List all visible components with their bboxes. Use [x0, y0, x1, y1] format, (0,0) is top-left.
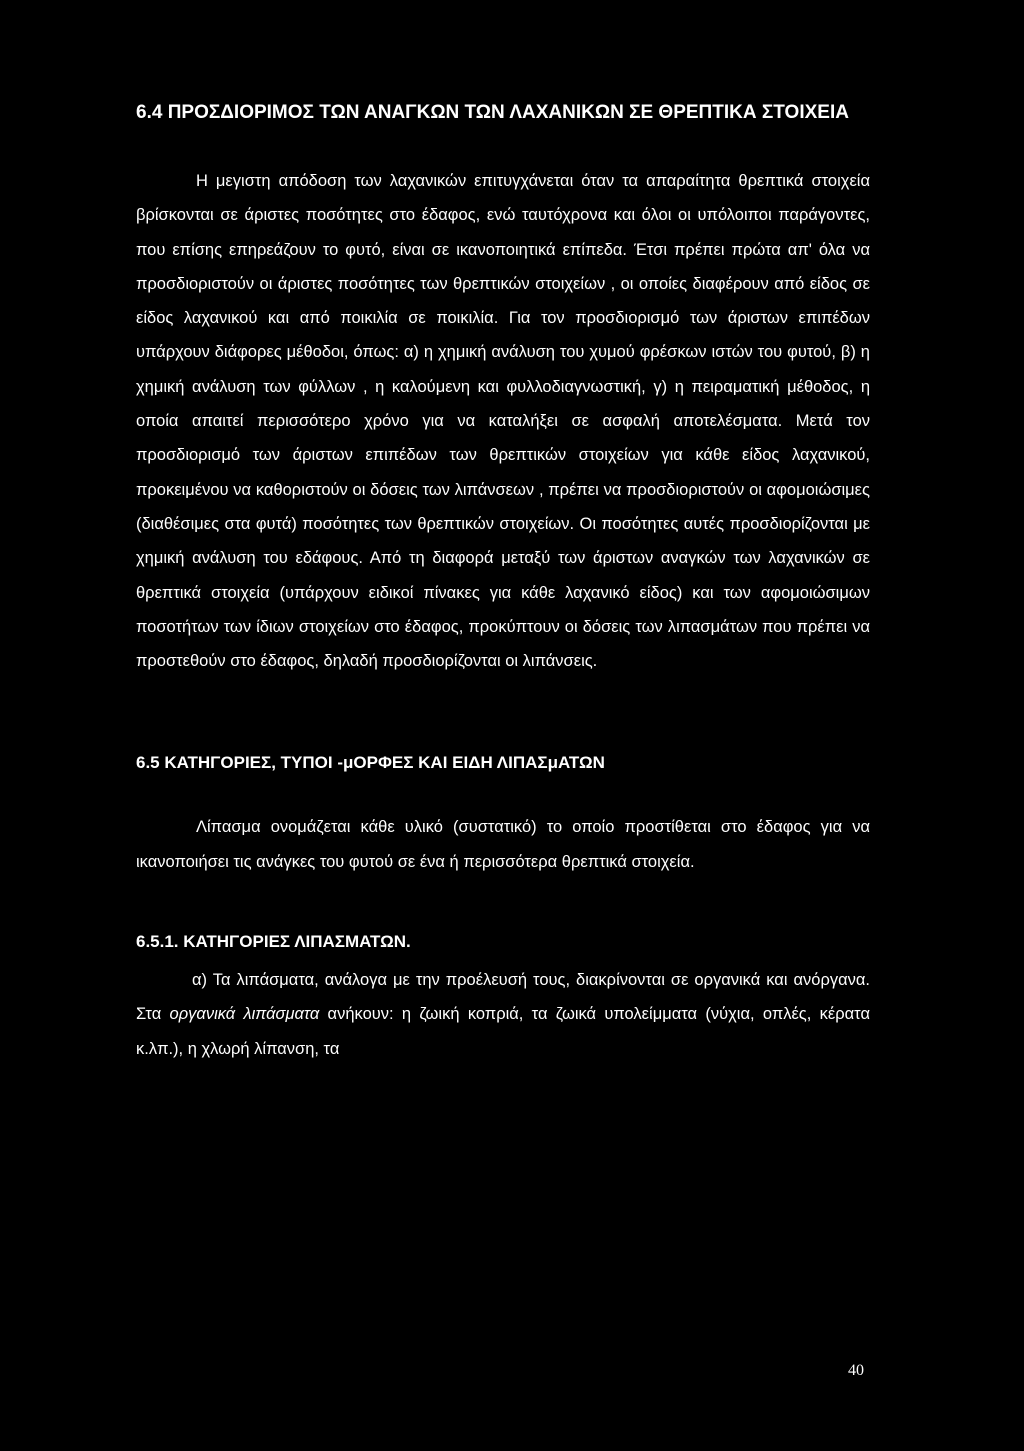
section-6-4-paragraph: Η μεγιστη απόδοση των λαχανικών επιτυγχάνεται όταν τα απαραίτητα θρεπτικά στοιχεία βρίσκονται σε άριστες ποσότητες στο έδαφος, ενώ ταυτόχρονα και όλοι οι υπόλοιποι παράγοντες, που επίσης επηρεάζουν το φυτό, είναι σε ικανοποιητικά επίπεδα. Έτσι πρέπει πρώτα απ' όλα να προσδιοριστούν οι άριστες ποσότητες των θρεπτικών στοιχείων , οι οποίες διαφέρουν από είδος σε είδος λαχανικού και από ποικιλία σε ποικιλία. Για τον προσδιορισμό των άριστων επιπέδων υπάρχουν διάφορες μέθοδοι, όπως: α) η χημική ανάλυση του χυμού φρέσκων ιστών του φυτού, β) η χημική ανάλυση των φύλλων , η καλούμενη και φυλλοδιαγνωστική, γ) η πειραματική μέθοδος, η οποία απαιτεί περισσότερο χρόνο για να καταλήξει σε ασφαλή αποτελέσματα. Μετά τον προσδιορισμό των άριστων επιπέδων των θρεπτικών στοιχείων για κάθε είδος λαχανικού, προκειμένου να καθοριστούν οι δόσεις των λιπάνσεων , πρέπει να προσδιοριστούν οι αφομοιώσιμες (διαθέσιμες στα φυτά) ποσότητες των θρεπτικών στοιχείων. Οι ποσότητες αυτές προσδιορίζονται με χημική ανάλυση του εδάφους. Από τη διαφορά μεταξύ των άριστων αναγκών των λαχανικών σε θρεπτικά στοιχεία (υπάρχουν ειδικοί πίνακες για κάθε λαχανικό είδος) και των αφομοιώσιμων ποσοτήτων των ίδιων στοιχείων στο έδαφος, προκύπτουν οι δόσεις των λιπασμάτων που πρέπει να προστεθούν στο έδαφος, δηλαδή προσδιορίζονται οι λιπάνσεις.: [136, 172, 870, 671]
section-6-5-heading: 6.5 ΚΑΤΗΓΟΡΙΕΣ, ΤΥΠΟΙ -μΟΡΦΕΣ ΚΑΙ ΕΙΔΗ ΛΙΠΑΣμΑΤΩΝ: [136, 753, 605, 773]
section-6-5-paragraph: Λίπασμα ονομάζεται κάθε υλικό (συστατικό) το οποίο προστίθεται στο έδαφος για να ικανοποιήσει τις ανάγκες του φυτού σε ένα ή περισσότερα θρεπτικά στοιχεία.: [136, 818, 870, 871]
section-6-5-1-paragraph: [136, 963, 870, 1066]
paragraph-text-end: ανήκουν: η ζωική κοπριά, τα ζωικά υπολείμματα (νύχια, οπλές, κέρατα κ.λπ.), η χλωρή λίπανση, τα: [136, 1005, 870, 1058]
paragraph-text-start: α) Τα λιπάσματα, ανάλογα με την προέλευσή τους, διακρίνονται σε οργανικά και ανόργανα. Στα: [136, 971, 870, 1024]
paragraph-italic-term: οργανικά λιπάσματα: [169, 1005, 320, 1024]
section-6-5-1-heading: 6.5.1. ΚΑΤΗΓΟΡΙΕΣ ΛΙΠΑΣΜΑΤΩΝ.: [136, 932, 411, 952]
section-6-4-heading: 6.4 ΠΡΟΣΔΙΟΡΙΜΟΣ ΤΩΝ ΑΝΑΓΚΩΝ ΤΩΝ ΛΑΧΑΝΙΚΩΝ ΣΕ ΘΡΕΠΤΙΚΑ ΣΤΟΙΧΕΙΑ: [136, 102, 849, 123]
page-number: 40: [848, 1362, 864, 1379]
document-page: [136, 96, 870, 1066]
